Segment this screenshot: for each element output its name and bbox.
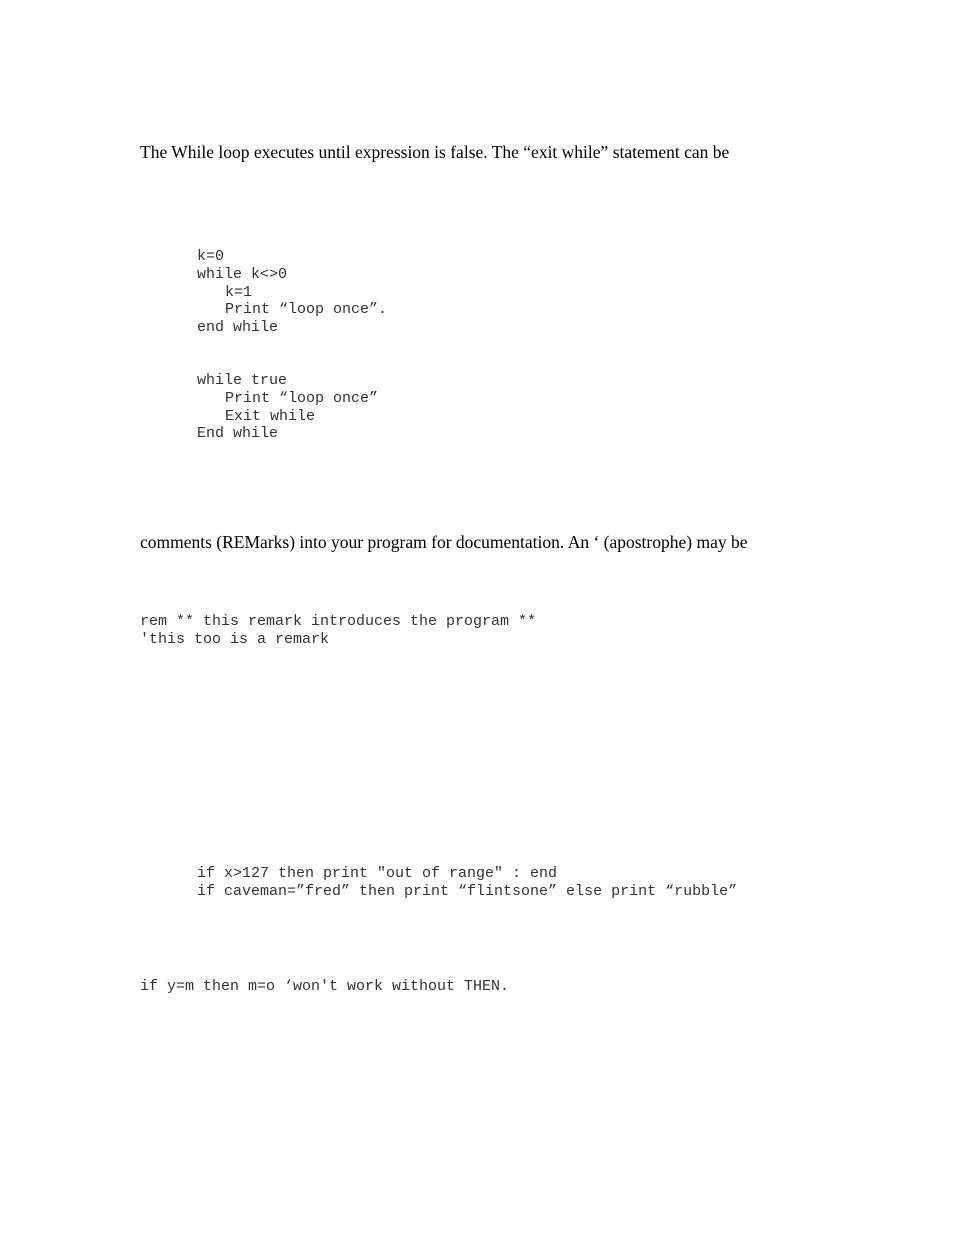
code-line: if y=m then m=o ‘won't work without THEN. — [140, 978, 510, 995]
if-example-code — [197, 865, 737, 901]
code-line: End while — [197, 425, 279, 443]
code-line: if caveman=”fred” then print “flintsone” else print “rubble” — [197, 882, 738, 900]
comments-intro-paragraph: comments (REMarks) into your program for documentation. An ‘ (apostrophe) may be — [140, 532, 748, 552]
while-example-2-code — [197, 372, 378, 443]
while-example-1-code — [197, 248, 387, 337]
code-line: Print “loop once” — [225, 389, 379, 407]
code-line: end while — [197, 319, 279, 337]
remark-example-code — [140, 613, 536, 649]
code-line: Print “loop once”. — [225, 301, 388, 319]
code-line: if x>127 then print "out of range" : end — [197, 865, 558, 882]
code-line: k=0 — [197, 248, 225, 265]
code-line: while k<>0 — [197, 265, 288, 283]
if-then-note-code — [140, 978, 509, 996]
code-line: k=1 — [225, 283, 253, 301]
code-line: rem ** this remark introduces the program ** — [140, 613, 537, 630]
while-intro-paragraph: The While loop executes until expression is false. The “exit while” statement can be — [140, 142, 730, 162]
code-line: Exit while — [225, 407, 316, 425]
code-line: while true — [197, 372, 288, 389]
code-line: 'this too is a remark — [140, 630, 330, 648]
